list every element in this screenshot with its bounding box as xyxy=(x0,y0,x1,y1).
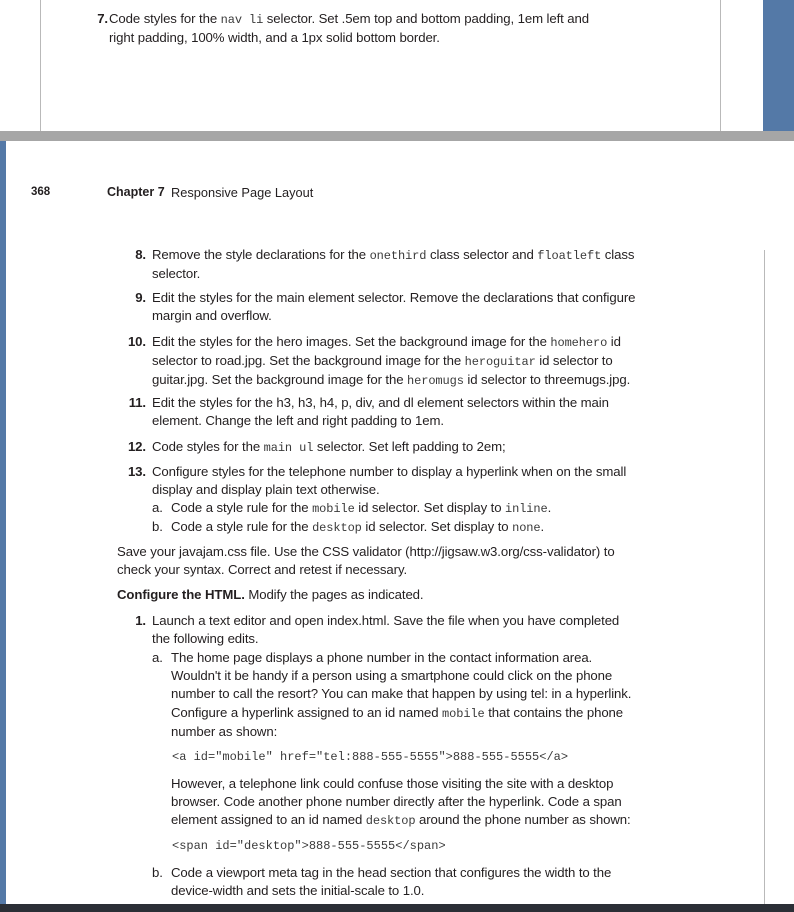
step-text: Code styles for the main ul selector. Set left padding to 2em; xyxy=(152,439,506,455)
bottom-edge-bar xyxy=(0,904,794,912)
page-margin-rule xyxy=(764,250,765,906)
page-edge-tab xyxy=(0,141,6,906)
chapter-label: Chapter 7 xyxy=(107,185,165,199)
step-number: 8. xyxy=(135,247,146,262)
page-number: 368 xyxy=(31,186,51,198)
step-number: 1. xyxy=(135,613,146,628)
step-number: 7. xyxy=(97,11,108,26)
step-text: Code styles for the nav li selector. Set .5em top and bottom padding, 1em left and right padding, 100% width, and a 1px solid bottom border. xyxy=(109,11,589,46)
step-number: 13. xyxy=(127,464,146,479)
page-edge-tab xyxy=(763,0,794,131)
step-number: 10. xyxy=(127,334,146,349)
page-gap xyxy=(0,131,794,141)
step-text: Edit the styles for the main element selector. Remove the declarations that configure margin and overflow. xyxy=(152,290,636,324)
configure-html-heading: Configure the HTML. Modify the pages as indicated. xyxy=(117,587,424,602)
save-paragraph: Save your javajam.css file. Use the CSS validator (http://jigsaw.w3.org/css-validator) to check your syntax. Correct and retest if necessary. xyxy=(117,544,615,578)
step-text: Edit the styles for the h3, h3, h4, p, div, and dl element selectors within the main element. Change the left and right padding to 1em. xyxy=(152,395,609,429)
step-number: 11. xyxy=(128,395,146,410)
code-example-span: <span id="desktop">888-555-5555</span> xyxy=(172,839,446,853)
step-text: Remove the style declarations for the onethird class selector and floatleft class selector. xyxy=(152,247,635,282)
page-margin-rule xyxy=(40,0,41,131)
step-text: Configure styles for the telephone number to display a hyperlink when on the small display and display plain text otherwise. xyxy=(152,464,627,498)
chapter-title: Responsive Page Layout xyxy=(171,185,314,200)
step-number: 9. xyxy=(135,290,146,305)
code-example-anchor: <a id="mobile" href="tel:888-555-5555">888-555-5555</a> xyxy=(172,750,569,764)
step-text: Launch a text editor and open index.html. Save the file when you have completed the following edits. xyxy=(152,613,620,647)
step-number: 12. xyxy=(127,439,146,454)
step-text: Edit the styles for the hero images. Set the background image for the homehero id selector to road.jpg. Set the background image for the heroguitar id selector to guitar.jpg. Set the background image for the heromugs id selector to threemugs.jpg. xyxy=(152,334,631,389)
page-margin-rule xyxy=(720,0,721,131)
